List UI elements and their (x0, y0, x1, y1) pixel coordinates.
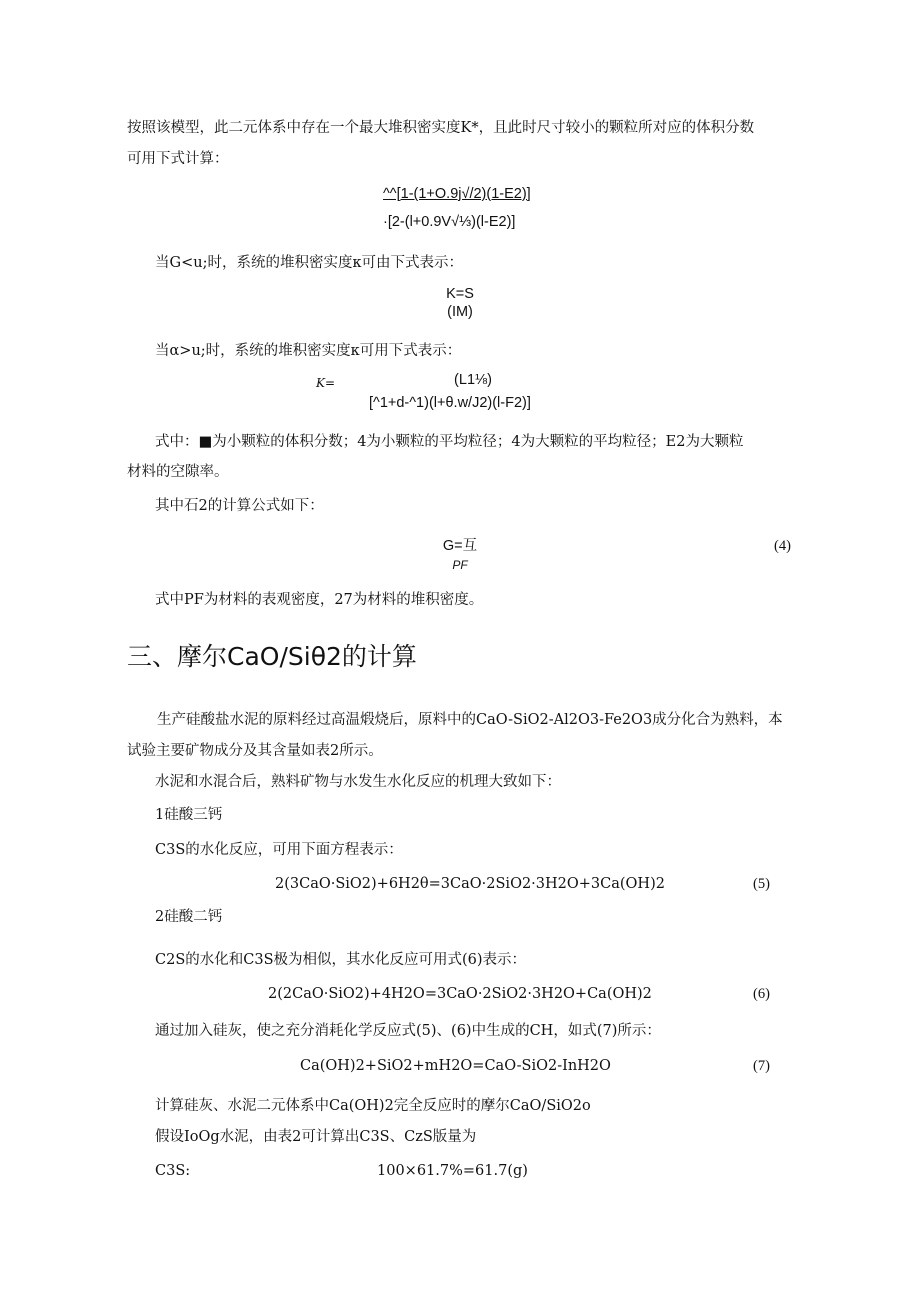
formula-4-bottom: PF (452, 558, 468, 572)
paragraph-line: 生产硅酸盐水泥的原料经过高温煅烧后，原料中的CaO-SiO2-Al2O3-Fe2O3成分化合为熟料，本 (157, 712, 783, 728)
condition-line: 当α>u;时，系统的堆积密实度κ可用下式表示： (155, 343, 462, 359)
formula-2-top: K=S (446, 286, 474, 302)
definition-line: 式中：■为小颗粒的体积分数；4为小颗粒的平均粒径；4为大颗粒的平均粒径；E2为大颗粒 (155, 434, 744, 450)
equation-5: 2(3CaO·SiO2)+6H2θ=3CaO·2SiO2·3H2O+3Ca(OH)2 (275, 876, 665, 892)
paragraph-line: 式中PF为材料的表观密度，27为材料的堆积密度。 (155, 592, 484, 608)
formula-3-lhs: K= (316, 376, 336, 390)
equation-7: Ca(OH)2+SiO2+mH2O=CaO-SiO2-InH2O (300, 1058, 611, 1074)
equation-number: (6) (753, 986, 770, 1002)
paragraph-line: C2S的水化和C3S极为相似，其水化反应可用式(6)表示： (155, 952, 527, 968)
definition-line: 材料的空隙率。 (127, 464, 229, 480)
paragraph-line: 试验主要矿物成分及其含量如表2所示。 (127, 743, 383, 759)
equation-number: (7) (753, 1058, 770, 1074)
formula-3-numerator: (L1⅛) (343, 370, 603, 390)
paragraph-line: 通过加入硅灰，使之充分消耗化学反应式(5)、(6)中生成的CH，如式(7)所示： (155, 1023, 661, 1039)
paragraph-line: 假设IoOg水泥，由表2可计算出C3S、CzS版量为 (155, 1129, 477, 1145)
list-item: 1硅酸三钙 (155, 807, 223, 823)
formula-2-bottom: (IM) (447, 304, 473, 320)
formula-3-denominator: [^1+d-^1)(l+θ.w/J2)(l-F2)] (369, 395, 531, 411)
equation-number: (5) (753, 876, 770, 892)
formula-4-top: G=互 (442, 538, 478, 554)
section-heading: 三、摩尔CaO/Siθ2的计算 (127, 642, 417, 671)
paragraph-line: C3S的水化反应，可用下面方程表示： (155, 842, 403, 858)
paragraph-line: 可用下式计算： (127, 151, 229, 167)
condition-line: 当G<u;时，系统的堆积密实度κ可由下式表示： (155, 255, 464, 271)
formula-1-denominator: ·[2-(l+0.9V√⅓)(l-E2)] (383, 214, 516, 230)
c3s-label: C3S: (155, 1163, 191, 1179)
formula-1-numerator: ^^[1-(1+O.9j√/2)(1-E2)] (383, 186, 531, 202)
paragraph-line: 水泥和水混合后，熟料矿物与水发生水化反应的机理大致如下： (155, 774, 561, 790)
c3s-value: 100×61.7%=61.7(g) (377, 1163, 528, 1179)
paragraph-line: 按照该模型，此二元体系中存在一个最大堆积密实度K*，且此时尺寸较小的颗粒所对应的体积分数 (127, 120, 755, 136)
equation-6: 2(2CaO·SiO2)+4H2O=3CaO·2SiO2·3H2O+Ca(OH)2 (268, 986, 652, 1002)
equation-number: (4) (774, 538, 791, 554)
list-item: 2硅酸二钙 (155, 909, 223, 925)
paragraph-line: 计算硅灰、水泥二元体系中Ca(OH)2完全反应时的摩尔CaO/SiO2o (155, 1098, 591, 1114)
paragraph-line: 其中石2的计算公式如下： (155, 498, 324, 514)
